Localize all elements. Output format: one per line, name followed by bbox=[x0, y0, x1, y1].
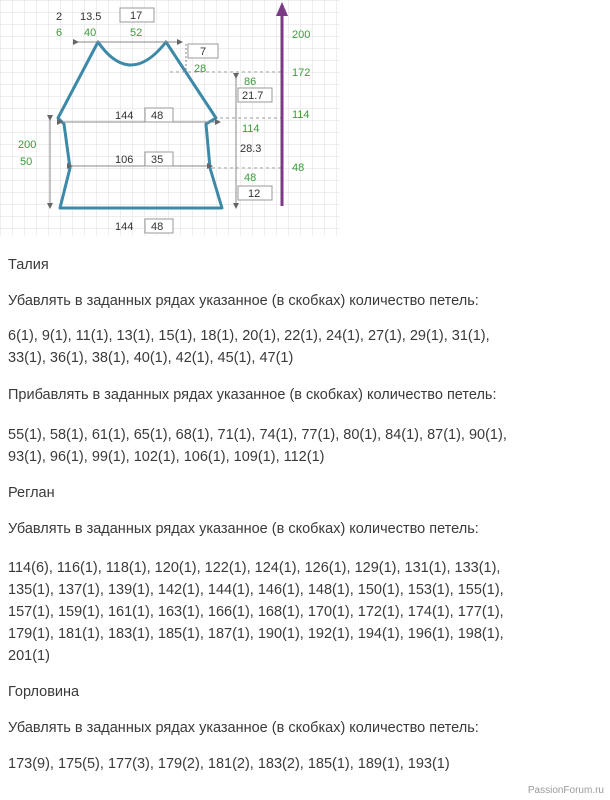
instruction-waist-decrease: Убавлять в заданных рядах указанное (в скобках) количество петель: bbox=[8, 293, 479, 309]
label-width-2b: 35 bbox=[151, 154, 164, 166]
garment-schematic bbox=[0, 0, 340, 240]
label-left-a: 200 bbox=[18, 139, 37, 151]
rows-raglan-4: 179(1), 181(1), 183(1), 185(1), 187(1), 190(1), 192(1), 194(1), 196(1), 198(1), bbox=[8, 626, 504, 642]
section-heading-neckline: Горловина bbox=[8, 684, 80, 700]
label-right-b: 21.7 bbox=[242, 90, 264, 102]
label-top-c: 17 bbox=[130, 10, 143, 22]
rows-waist-decrease-1: 6(1), 9(1), 11(1), 13(1), 15(1), 18(1), 20(1), 22(1), 24(1), 27(1), 29(1), 31(1), bbox=[8, 328, 490, 344]
instruction-waist-increase: Прибавлять в заданных рядах указанное (в скобках) количество петель: bbox=[8, 387, 497, 403]
label-width-2a: 106 bbox=[115, 154, 134, 166]
label-right-e: 48 bbox=[244, 172, 257, 184]
rows-waist-increase-1: 55(1), 58(1), 61(1), 65(1), 68(1), 71(1), 74(1), 77(1), 80(1), 84(1), 87(1), 90(1), bbox=[8, 427, 507, 443]
instruction-neckline-decrease: Убавлять в заданных рядах указанное (в скобках) количество петель: bbox=[8, 720, 479, 736]
rows-raglan-2: 135(1), 137(1), 139(1), 142(1), 144(1), 146(1), 148(1), 150(1), 153(1), 155(1), bbox=[8, 582, 504, 598]
label-right-f: 12 bbox=[248, 188, 261, 200]
section-heading-raglan: Реглан bbox=[8, 485, 55, 501]
label-width-1b: 48 bbox=[151, 110, 164, 122]
label-arrow-d: 48 bbox=[292, 162, 305, 174]
label-top-d: 6 bbox=[56, 27, 63, 39]
label-width-1a: 144 bbox=[115, 110, 134, 122]
label-top-e: 40 bbox=[84, 27, 97, 39]
label-width-3a: 144 bbox=[115, 221, 134, 233]
label-arrow-b: 172 bbox=[292, 67, 311, 79]
rows-raglan-3: 157(1), 159(1), 161(1), 163(1), 166(1), 168(1), 170(1), 172(1), 174(1), 177(1), bbox=[8, 604, 504, 620]
section-heading-waist: Талия bbox=[8, 257, 49, 273]
rows-raglan-1: 114(6), 116(1), 118(1), 120(1), 122(1), 124(1), 126(1), 129(1), 131(1), 133(1), bbox=[8, 560, 501, 576]
label-top-f: 52 bbox=[130, 27, 143, 39]
watermark: PassionForum.ru bbox=[527, 785, 604, 796]
label-neck-a: 7 bbox=[200, 46, 207, 58]
label-neck-b: 28 bbox=[194, 63, 207, 75]
label-top-a: 2 bbox=[56, 11, 63, 23]
rows-neckline-1: 173(9), 175(5), 177(3), 179(2), 181(2), 183(2), 185(1), 189(1), 193(1) bbox=[8, 756, 450, 772]
label-right-a: 86 bbox=[244, 76, 257, 88]
label-arrow-a: 200 bbox=[292, 29, 311, 41]
instruction-raglan-decrease: Убавлять в заданных рядах указанное (в скобках) количество петель: bbox=[8, 521, 479, 537]
label-right-d: 28.3 bbox=[240, 143, 262, 155]
rows-waist-decrease-2: 33(1), 36(1), 38(1), 40(1), 42(1), 45(1), 47(1) bbox=[8, 350, 294, 366]
rows-waist-increase-2: 93(1), 96(1), 99(1), 102(1), 106(1), 109(1), 112(1) bbox=[8, 449, 325, 465]
label-top-b: 13.5 bbox=[80, 11, 102, 23]
label-arrow-c: 114 bbox=[292, 109, 310, 121]
label-right-c: 114 bbox=[242, 123, 260, 135]
rows-raglan-5: 201(1) bbox=[8, 648, 50, 664]
label-width-3b: 48 bbox=[151, 221, 164, 233]
label-left-b: 50 bbox=[20, 156, 33, 168]
